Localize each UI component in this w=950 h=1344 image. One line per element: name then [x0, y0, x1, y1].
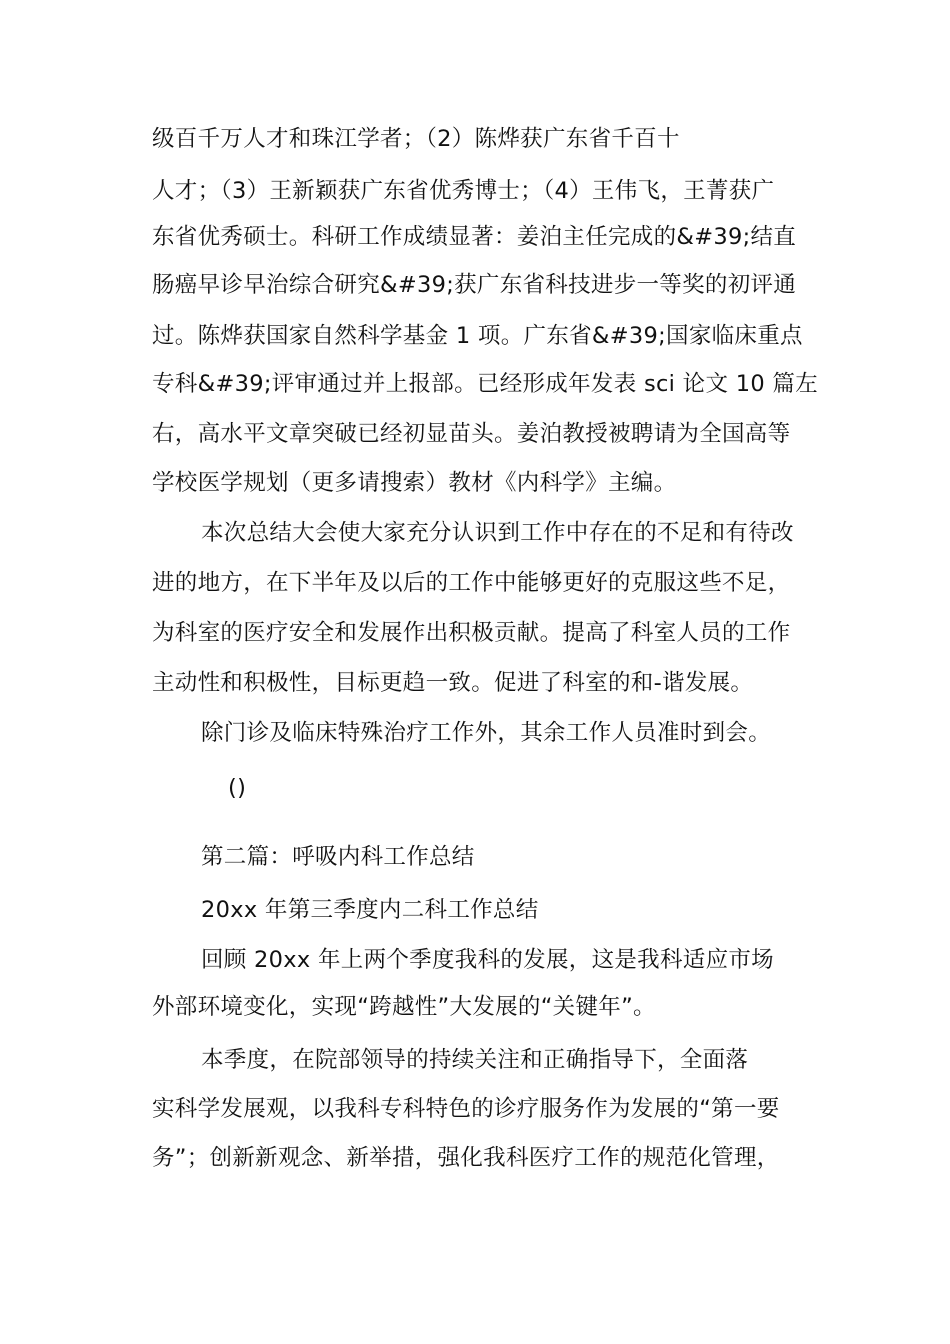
- paragraph-first-line: 除门诊及临床特殊治疗工作外，其余工作人员准时到会。: [201, 720, 772, 746]
- body-text-line: 为科室的医疗安全和发展作出积极贡献。提高了科室人员的工作: [152, 620, 791, 646]
- body-text-line: 肠癌早诊早治综合研究&#39;获广东省科技进步一等奖的初评通: [152, 272, 797, 298]
- section-heading: 第二篇：呼吸内科工作总结: [201, 844, 475, 870]
- body-text-line: 专科&#39;评审通过并上报部。已经形成年发表 sci 论文 10 篇左: [152, 371, 818, 397]
- paragraph-first-line: 本季度，在院部领导的持续关注和正确指导下，全面落: [201, 1047, 749, 1073]
- body-text-line: 务”；创新新观念、新举措，强化我科医疗工作的规范化管理，: [152, 1145, 780, 1171]
- parentheses-placeholder: (): [228, 775, 247, 801]
- report-title: 20xx 年第三季度内二科工作总结: [201, 897, 539, 923]
- body-text-line: 右，高水平文章突破已经初显苗头。姜泊教授被聘请为全国高等: [152, 421, 791, 447]
- body-text-line: 实科学发展观，以我科专科特色的诊疗服务作为发展的“第一要: [152, 1096, 780, 1122]
- body-text-line: 外部环境变化，实现“跨越性”大发展的“关键年”。: [152, 994, 656, 1020]
- body-text-line: 学校医学规划（更多请搜索）教材《内科学》主编。: [152, 470, 677, 496]
- body-text-line: 进的地方，在下半年及以后的工作中能够更好的克服这些不足，: [152, 570, 791, 596]
- body-text-line: 人才；（3）王新颖获广东省优秀博士；（4）王伟飞，王菁获广: [152, 178, 775, 204]
- paragraph-first-line: 本次总结大会使大家充分认识到工作中存在的不足和有待改: [201, 520, 794, 546]
- body-text-line: 级百千万人才和珠江学者；（2）陈烨获广东省千百十: [152, 126, 680, 152]
- body-text-line: 东省优秀硕士。科研工作成绩显著：姜泊主任完成的&#39;结直: [152, 224, 797, 250]
- body-text-line: 主动性和积极性，目标更趋一致。促进了科室的和-谐发展。: [152, 670, 754, 696]
- body-text-line: 过。陈烨获国家自然科学基金 1 项。广东省&#39;国家临床重点: [152, 323, 803, 349]
- paragraph-first-line: 回顾 20xx 年上两个季度我科的发展，这是我科适应市场: [201, 947, 774, 973]
